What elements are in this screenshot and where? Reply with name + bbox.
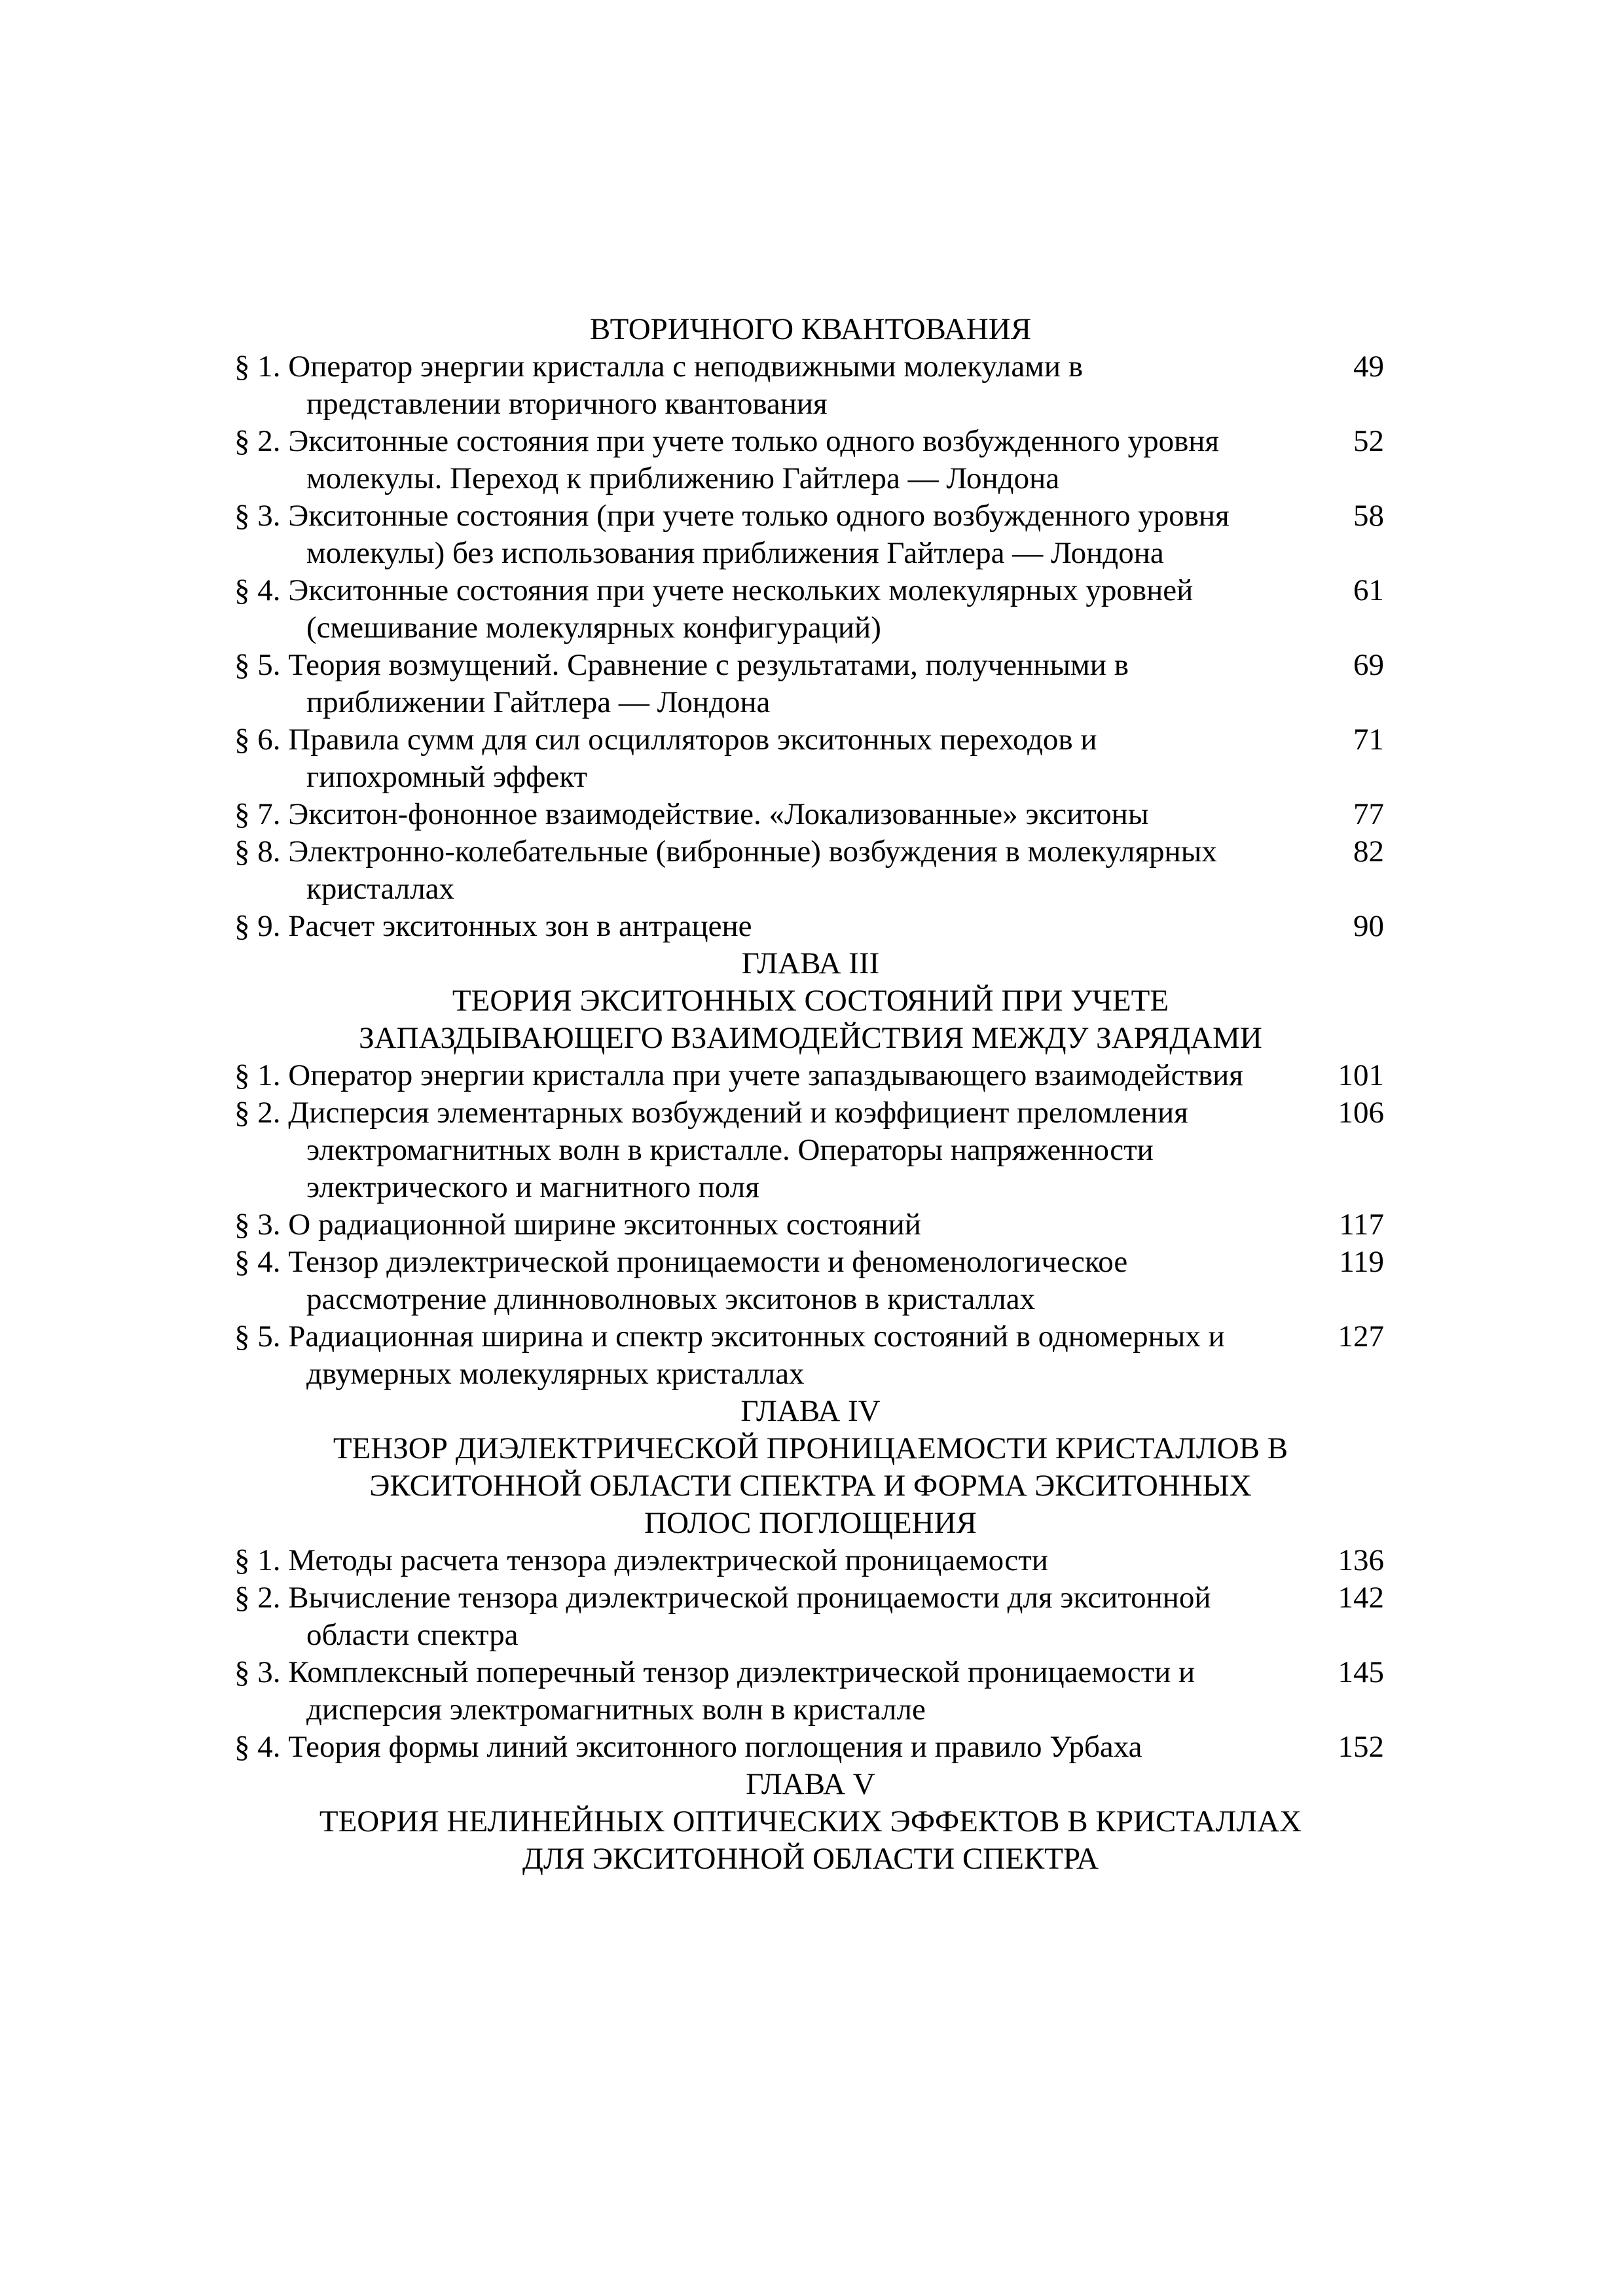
toc-entry-page-number: 71: [1353, 723, 1384, 757]
toc-entry: [234, 721, 1387, 796]
toc-entry: [234, 1654, 1387, 1729]
toc-entry: [234, 1318, 1387, 1393]
chapter-title-line: ПОЛОС ПОГЛОЩЕНИЯ: [644, 1506, 977, 1540]
chapter-number: ГЛАВА III: [741, 946, 880, 980]
chapter-number: ГЛАВА IV: [740, 1394, 881, 1428]
toc-entry-page-number: 136: [1338, 1543, 1384, 1577]
toc-entry-page-number: 49: [1353, 350, 1384, 384]
toc-entry-title: § 2. Вычисление тензора диэлектрической проницаемости для экситонной области спектра: [234, 1581, 1211, 1652]
toc-entry: [234, 1579, 1387, 1654]
toc-entry-page-number: 69: [1353, 648, 1384, 682]
chapter-title-line: ТЕОРИЯ НЕЛИНЕЙНЫХ ОПТИЧЕСКИХ ЭФФЕКТОВ В КРИСТАЛЛАХ: [319, 1804, 1302, 1839]
toc-entry-title: § 5. Радиационная ширина и спектр экситонных состояний в одномерных и двумерных молекулярных кристаллах: [234, 1319, 1225, 1391]
toc-entry: [234, 1057, 1387, 1094]
chapter-number: ГЛАВА V: [746, 1767, 875, 1801]
toc-entry-title: § 3. О радиационной ширине экситонных состояний: [234, 1208, 921, 1242]
toc-entry: [234, 833, 1387, 908]
toc-entry: [234, 1729, 1387, 1766]
toc-entry-page-number: 61: [1353, 573, 1384, 607]
toc-entry-page-number: 82: [1353, 834, 1384, 869]
toc-entry-page-number: 58: [1353, 499, 1384, 533]
toc-entry-page-number: 119: [1339, 1245, 1384, 1279]
toc-entry: [234, 348, 1387, 423]
toc-entry-title: § 9. Расчет экситонных зон в антрацене: [234, 909, 752, 943]
toc-entry-page-number: 52: [1353, 424, 1384, 458]
toc-entry-page-number: 90: [1353, 909, 1384, 943]
toc-entry-title: § 6. Правила сумм для сил осцилляторов экситонных переходов и гипохромный эффект: [234, 723, 1097, 794]
toc-entry: [234, 1542, 1387, 1579]
chapter-title-line: ТЕОРИЯ ЭКСИТОННЫХ СОСТОЯНИЙ ПРИ УЧЕТЕ: [452, 984, 1169, 1018]
toc-entry-title: § 5. Теория возмущений. Сравнение с результатами, полученными в приближении Гайтлера — Лондона: [234, 648, 1129, 719]
toc-entry-title: § 1. Методы расчета тензора диэлектрической проницаемости: [234, 1543, 1048, 1577]
chapter-title-line: ТЕНЗОР ДИЭЛЕКТРИЧЕСКОЙ ПРОНИЦАЕМОСТИ КРИСТАЛЛОВ В: [333, 1431, 1288, 1465]
toc-entry-page-number: 106: [1338, 1096, 1384, 1130]
toc-entry-title: § 1. Оператор энергии кристалла с неподвижными молекулами в представлении вторичного квантования: [234, 350, 1084, 421]
toc-entry-page-number: 142: [1338, 1581, 1384, 1615]
chapter-title-line: ЭКСИТОННОЙ ОБЛАСТИ СПЕКТРА И ФОРМА ЭКСИТОННЫХ: [369, 1469, 1252, 1503]
toc-entry-page-number: 152: [1338, 1730, 1384, 1764]
toc-entry-page-number: 77: [1353, 797, 1384, 831]
toc-entry-title: § 3. Комплексный поперечный тензор диэлектрической проницаемости и дисперсия электромагнитных волн в кристалле: [234, 1655, 1195, 1727]
toc-entry: [234, 497, 1387, 572]
table-of-contents: [234, 311, 1387, 1878]
toc-entry-title: § 7. Экситон-фононное взаимодействие. «Локализованные» экситоны: [234, 797, 1149, 831]
toc-entry: [234, 1244, 1387, 1318]
toc-entry-title: § 8. Электронно-колебательные (вибронные) возбуждения в молекулярных кристаллах: [234, 834, 1217, 906]
toc-entry-title: § 4. Экситонные состояния при учете нескольких молекулярных уровней (смешивание молекулярных конфигураций): [234, 573, 1194, 645]
toc-entry-page-number: 127: [1338, 1319, 1384, 1354]
toc-entry: [234, 572, 1387, 647]
chapter-title-line: ВТОРИЧНОГО КВАНТОВАНИЯ: [589, 312, 1032, 346]
chapter-title-line: ЗАПАЗДЫВАЮЩЕГО ВЗАИМОДЕЙСТВИЯ МЕЖДУ ЗАРЯДАМИ: [359, 1021, 1262, 1055]
toc-entry-page-number: 145: [1338, 1655, 1384, 1689]
toc-entry-title: § 1. Оператор энергии кристалла при учете запаздывающего взаимодействия: [234, 1058, 1243, 1092]
toc-entry-title: § 2. Экситонные состояния при учете только одного возбужденного уровня молекулы. Переход к приближению Гайтлера — Лондона: [234, 424, 1220, 495]
toc-entry: [234, 423, 1387, 497]
toc-entry: [234, 647, 1387, 721]
toc-entry: [234, 796, 1387, 833]
toc-entry-title: § 2. Дисперсия элементарных возбуждений и коэффициент преломления электромагнитных волн в кристалле. Операторы напряженности электрического и магнитного поля: [234, 1096, 1188, 1204]
toc-entry-title: § 3. Экситонные состояния (при учете только одного возбужденного уровня молекулы) без использования приближения Гайтлера — Лондона: [234, 499, 1230, 570]
toc-entry-page-number: 101: [1338, 1058, 1384, 1092]
toc-entry: [234, 1094, 1387, 1206]
toc-entry: [234, 908, 1387, 945]
toc-entry-page-number: 117: [1339, 1208, 1384, 1242]
toc-entry: [234, 1206, 1387, 1244]
toc-entry-title: § 4. Тензор диэлектрической проницаемости и феноменологическое рассмотрение длинноволновых экситонов в кристаллах: [234, 1245, 1128, 1316]
toc-entry-title: § 4. Теория формы линий экситонного поглощения и правило Урбаха: [234, 1730, 1142, 1764]
chapter-title-line: ДЛЯ ЭКСИТОННОЙ ОБЛАСТИ СПЕКТРА: [522, 1842, 1099, 1876]
